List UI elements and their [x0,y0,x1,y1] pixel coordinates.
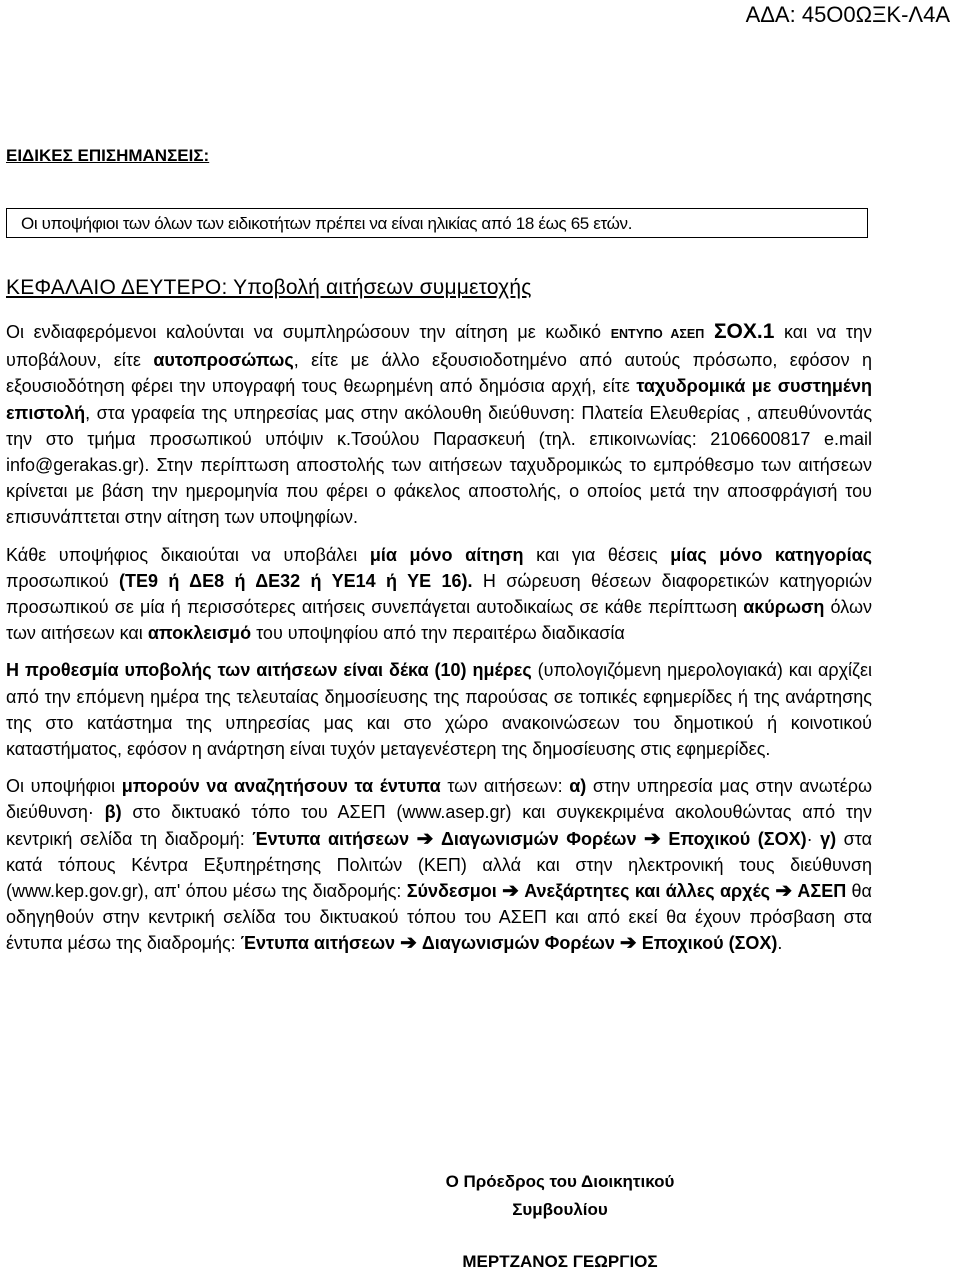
text-span: Κάθε υποψήφιος δικαιούται να υποβάλει [6,544,370,565]
text-span: Οι ενδιαφερόμενοι καλούνται να συμπληρώσουν την αίτηση με κωδικό [6,322,611,342]
bold-span: ακύρωση [743,597,825,618]
paragraph-submission [6,319,872,531]
age-notice-box [6,208,868,238]
bold-span: (ΤΕ9 ή ΔΕ8 ή ΔΕ32 ή ΥΕ14 ή ΥΕ 16). [119,570,473,591]
bold-span: Διαγωνισμών Φορέων [440,828,637,849]
text-span: θα οδηγηθούν στην κεντρική σελίδα του δικτυακού τόπου του ΑΣΕΠ και από εκεί θα έχουν πρόσβαση στα έντυπα μέσω της διαδρομής: [6,881,872,954]
signatory-name: ΜΕΡΤΖΑΝΟΣ ΓΕΩΡΓΙΟΣ [462,1252,658,1271]
arrow-right-icon: ➔ [644,827,661,850]
arrow-right-icon: ➔ [400,932,417,955]
text-span: · [806,828,821,849]
bold-span: μπορούν να αναζητήσουν τα έντυπα [121,776,441,797]
paragraph-forms [6,773,872,956]
bold-span: Εποχικού (ΣΟΧ) [668,828,807,849]
bold-span: ΑΣΕΠ [797,881,847,902]
text-span: Η σώρευση θέσεων διαφορετικών κατηγοριών προσωπικού σε μία ή περισσότερες αιτήσεις συνεπάγεται αυτοδικαίως σε κάθε περίπτωση [6,570,872,618]
text-span: στα κατά τόπους Κέντρα Εξυπηρέτησης Πολιτών (ΚΕΠ) αλλά και στην ηλεκτρονική τους διεύθυνση (www.kep.gov.gr), απ' όπου μέσω της διαδρομής: [6,828,872,902]
form-code-sox: ΣΟΧ.1 [713,320,775,343]
signature-title-line1: Ο Πρόεδρος του Διοικητικού [445,1172,675,1191]
bold-span: αυτοπροσώπως [153,350,294,371]
text-span: , στα γραφεία της υπηρεσίας μας στην ακόλουθη διεύθυνση: Πλατεία Ελευθερίας , απευθύνοντάς την στο τμήμα προσωπικού υπόψιν κ.Τσούλου Παρασκευή (τηλ. επικοινωνίας: 2106600817 e.mail info@gerakas.gr). Στην περίπτωση αποστολής των αιτήσεων ταχυδρομικώς το εμπρόθεσμο των αιτήσεων κρίνεται με βάση την ημερομηνία που φέρει ο φάκελος αποστολής, ο οποίος μετά την αποσφράγισή του επισυνάπτεται στην αίτηση των υποψηφίων. [6,402,872,528]
bold-span: γ) [820,828,837,849]
text-span: του υποψηφίου από την περαιτέρω διαδικασία [251,623,625,644]
text-span: Οι υποψήφιοι [6,776,122,797]
text-span: προσωπικού [6,570,120,591]
bold-span: α) [569,776,587,797]
arrow-right-icon: ➔ [416,827,434,850]
bold-span: β) [104,802,122,823]
text-span: και να την υποβάλουν, είτε [6,322,872,371]
text-span: στο δικτυακό τόπο του ΑΣΕΠ (www.asep.gr) και συγκεκριμένα ακολουθώντας από την κεντρική σελίδα τη διαδρομή: [6,802,873,849]
age-notice-text: Οι υποψήφιοι των όλων των ειδικοτήτων πρέπει να είναι ηλικίας από 18 έως 65 ετών. [21,214,633,233]
text-span: (υπολογιζόμενη ημερολογιακά) και αρχίζει από την επόμενη ημέρα της τελευταίας δημοσίευσης της παρούσας σε τοπικές εφημερίδες ή της ανάρτησης της στο κατάστημα της υπηρεσίας μας και στο χώρο ανακοινώσεων του δημοτικού ή κοινοτικού καταστήματος, εφόσον η ανάρτηση είναι τυχόν μεταγενέστερη της δημοσίευσης στις εφημερίδες. [6,660,872,760]
text-span: των αιτήσεων: [440,776,570,797]
arrow-right-icon: ➔ [619,932,637,955]
bold-span: μίας μόνο κατηγορίας [670,544,872,565]
chapter-title: ΚΕΦΑΛΑΙΟ ΔΕΥΤΕΡΟ: Υποβολή αιτήσεων συμμετοχής [6,276,532,299]
bold-span: Η προθεσμία υποβολής των αιτήσεων είναι δέκα (10) ημέρες [6,660,532,681]
arrow-right-icon: ➔ [775,880,793,903]
signature-title-line2: Συμβουλίου [512,1200,608,1219]
bold-span: Έντυπα αιτήσεων [240,933,396,954]
bold-span: Διαγωνισμών Φορέων [421,933,615,954]
text-span: και για θέσεις [523,544,671,565]
form-code: ΕΝΤΥΠΟ ΑΣΕΠ [610,327,705,341]
text-span: στην υπηρεσία μας στην ανωτέρω διεύθυνση· [6,776,872,823]
arrow-right-icon: ➔ [502,880,519,903]
text-span: , είτε με άλλο εξουσιοδοτημένο από αυτούς πρόσωπο, εφόσον η εξουσιοδότηση φέρει την υπογραφή τους θεωρημένη από δημόσια αρχή, είτε [6,350,872,397]
bold-span: ταχυδρομικά με συστημένη επιστολή [6,376,872,423]
bold-span: Σύνδεσμοι [406,881,497,902]
bold-span: Έντυπα αιτήσεων [252,828,410,849]
text-span: . [777,933,783,954]
bold-span: μία μόνο αίτηση [369,544,524,565]
bold-span: Ανεξάρτητες και άλλες αρχές [524,881,771,902]
paragraph-deadline [6,657,872,762]
document-body [6,319,872,957]
text-span: όλων των αιτήσεων και [6,597,872,644]
bold-span: Εποχικού (ΣΟΧ) [641,933,778,954]
ada-code: ΑΔΑ: 45Ο0ΩΞΚ-Λ4Α [745,2,950,27]
paragraph-single-application [6,542,872,647]
bold-span: αποκλεισμό [147,623,252,644]
special-notes-heading: ΕΙΔΙΚΕΣ ΕΠΙΣΗΜΑΝΣΕΙΣ: [6,146,210,165]
